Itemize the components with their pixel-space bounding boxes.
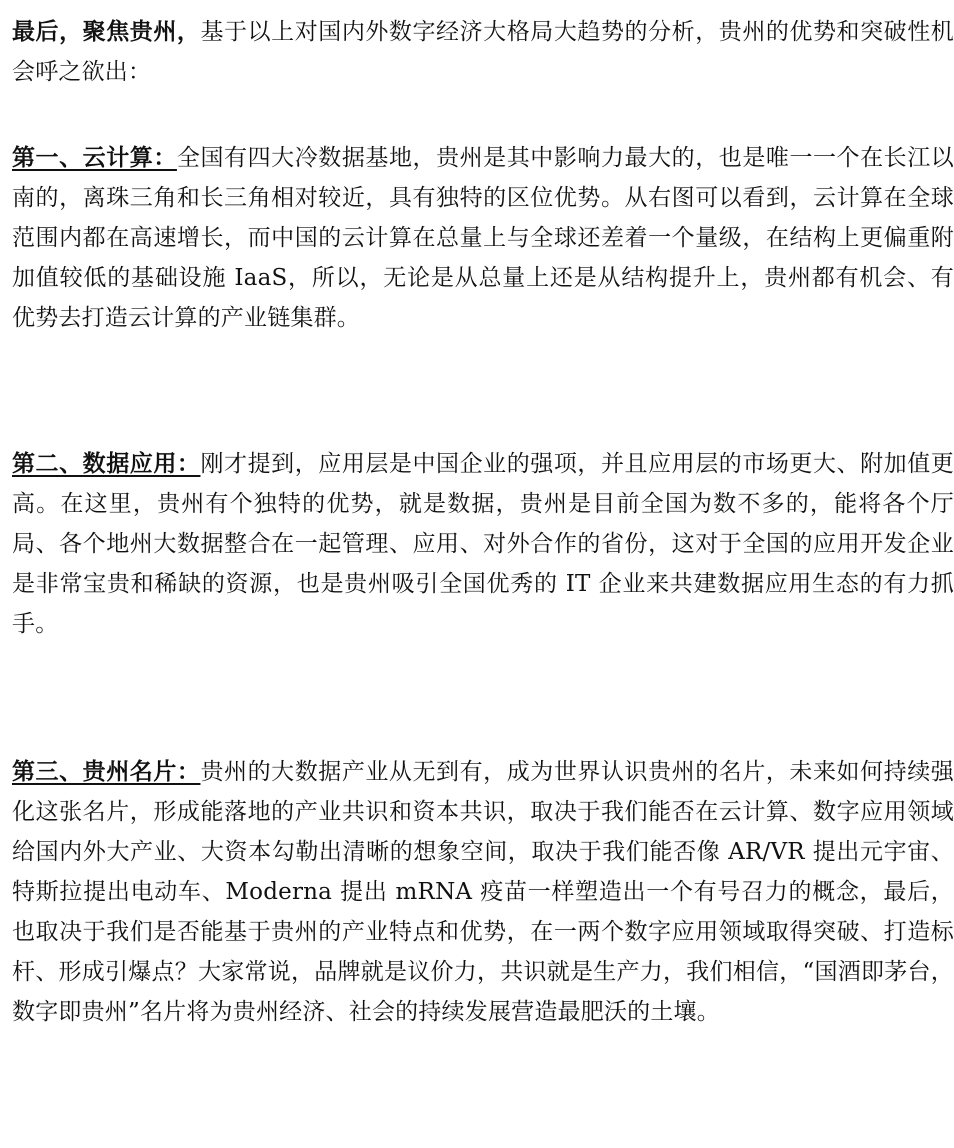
intro-lead: 最后，聚焦贵州，: [12, 18, 201, 45]
section-guizhou-card: [12, 752, 954, 1032]
section-data-application: [12, 444, 954, 644]
document-page: [12, 0, 954, 1148]
section-heading-guizhou-card: 第三、贵州名片：: [12, 758, 201, 785]
section-text-guizhou-card: 贵州的大数据产业从无到有，成为世界认识贵州的名片，未来如何持续强化这张名片，形成能落地的产业共识和资本共识，取决于我们能否在云计算、数字应用领域给国内外大产业、大资本勾勒出清晰的想象空间，取决于我们能否像 AR/VR 提出元宇宙、特斯拉提出电动车、Moderna 提出 mRNA 疫苗一样塑造出一个有号召力的概念，最后，也取决于我们是否能基于贵州的产业特点和优势，在一两个数字应用领域取得突破、打造标杆、形成引爆点？大家常说，品牌就是议价力，共识就是生产力，我们相信，“国酒即茅台，数字即贵州”名片将为贵州经济、社会的持续发展营造最肥沃的土壤。: [12, 759, 954, 1025]
section-cloud-computing: [12, 138, 954, 338]
section-heading-cloud-computing: 第一、云计算：: [12, 144, 177, 171]
section-text-data-application: 刚才提到，应用层是中国企业的强项，并且应用层的市场更大、附加值更高。在这里，贵州有个独特的优势，就是数据，贵州是目前全国为数不多的，能将各个厅局、各个地州大数据整合在一起管理、应用、对外合作的省份，这对于全国的应用开发企业是非常宝贵和稀缺的资源，也是贵州吸引全国优秀的 IT 企业来共建数据应用生态的有力抓手。: [12, 451, 954, 637]
intro-paragraph: [12, 12, 954, 92]
intro-text: 基于以上对国内外数字经济大格局大趋势的分析，贵州的优势和突破性机会呼之欲出：: [12, 19, 954, 85]
section-text-cloud-computing: 全国有四大冷数据基地，贵州是其中影响力最大的，也是唯一一个在长江以南的，离珠三角和长三角相对较近，具有独特的区位优势。从右图可以看到，云计算在全球范围内都在高速增长，而中国的云计算在总量上与全球还差着一个量级，在结构上更偏重附加值较低的基础设施 IaaS，所以，无论是从总量上还是从结构提升上，贵州都有机会、有优势去打造云计算的产业链集群。: [12, 145, 954, 331]
section-heading-data-application: 第二、数据应用：: [12, 450, 201, 477]
